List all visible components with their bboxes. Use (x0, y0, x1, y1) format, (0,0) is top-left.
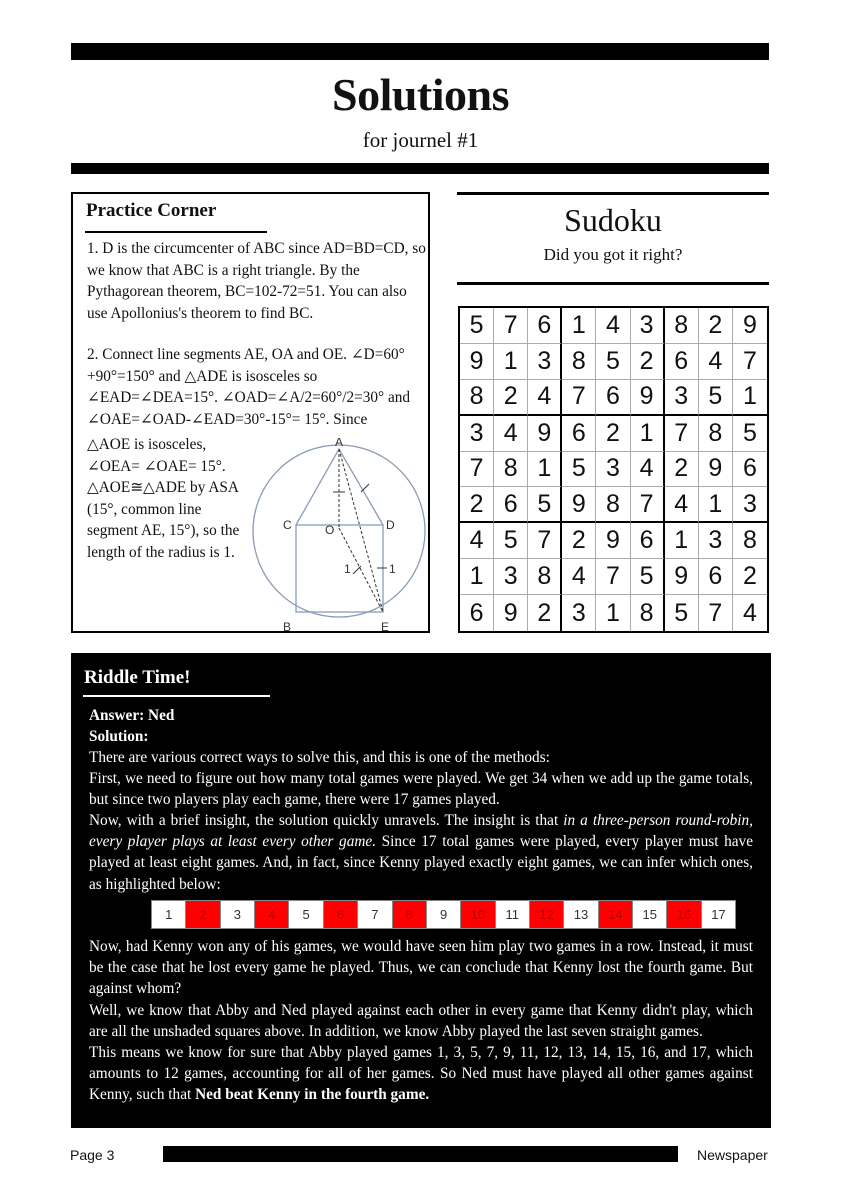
riddle-panel (71, 653, 771, 1128)
sudoku-cell: 1 (699, 487, 733, 523)
sudoku-cell: 9 (562, 487, 596, 523)
sudoku-cell: 3 (596, 452, 630, 488)
riddle-para-1: There are various correct ways to solve this, and this is one of the methods: (89, 749, 550, 766)
riddle-para-6 (89, 1042, 753, 1106)
sudoku-cell: 4 (665, 487, 699, 523)
sudoku-cell: 2 (528, 595, 562, 631)
sudoku-cell: 4 (742, 598, 757, 627)
sudoku-cell: 4 (699, 344, 733, 380)
riddle-para-3 (89, 810, 753, 895)
sudoku-heading: Sudoku (564, 202, 662, 238)
sudoku-cell: 3 (733, 487, 767, 523)
label-d: D (386, 518, 395, 532)
practice-corner-panel (71, 192, 430, 633)
sudoku-cell: 7 (528, 523, 562, 559)
footer-publication: Newspaper (697, 1147, 768, 1163)
sudoku-cell: 7 (733, 344, 767, 380)
sudoku-cell: 8 (596, 487, 630, 523)
sudoku-cell: 7 (699, 595, 733, 631)
sudoku-cell: 1 (665, 523, 699, 559)
sudoku-cell: 6 (699, 559, 733, 595)
game-square: 11 (496, 901, 530, 928)
sudoku-cell: 5 (699, 380, 733, 416)
sudoku-cell: 6 (494, 487, 528, 523)
para3-text-a: Now, with a brief insight, the solution quickly unravels. The insight is that (89, 812, 564, 829)
riddle-answer (89, 705, 753, 726)
sudoku-cell: 3 (631, 308, 665, 344)
para6-text: This means we know for sure that Abby played games 1, 3, 5, 7, 9, 11, 12, 13, 14, 15, 16, and 17, which amounts to 12 games, accounting for all of her games. So Ned must have played all other games against Kenny, such that (89, 1044, 753, 1104)
game-square: 3 (221, 901, 255, 928)
page-subtitle: for journel #1 (362, 128, 479, 152)
para3-text-b: Since 17 total games were played, every player must have played at least eight games. And, in fact, since Kenny played exactly eight games, we can infer which ones, as highlighted below: (89, 833, 753, 893)
sudoku-cell: 3 (699, 523, 733, 559)
square-cdeb (296, 525, 383, 612)
sudoku-cell: 5 (494, 523, 528, 559)
sudoku-cell: 2 (460, 487, 494, 523)
sudoku-cell: 6 (562, 416, 596, 452)
practice-heading: Practice Corner (86, 200, 217, 221)
sudoku-cell: 8 (631, 595, 665, 631)
sudoku-cell: 3 (494, 559, 528, 595)
sudoku-cell: 7 (631, 487, 665, 523)
sudoku-cell: 4 (596, 308, 630, 344)
riddle-para-4: Now, had Kenny won any of his games, we would have seen him play two games in a row. Instead, it must be the case that he lost every game he played. Thus, we can conclude that Kenny lost the fourth game. But against whom? (89, 938, 753, 998)
sudoku-cell: 4 (460, 523, 494, 559)
sudoku-cell: 4 (562, 559, 596, 595)
practice-answer-1: 1. D is the circumcenter of ABC since AD=BD=CD, so we know that ABC is a right triangle. By the Pythagorean theorem, BC=102-72=51. You can also use Apollonius's theorem to find BC. (87, 240, 426, 322)
sudoku-cell: 8 (494, 452, 528, 488)
sudoku-cell: 6 (631, 523, 665, 559)
riddle-para-5: Well, we know that Abby and Ned played against each other in every game that Kenny didn't play, which are all the unshaded squares above. In addition, we know Abby played the last seven straight games. (89, 1002, 753, 1041)
practice-heading-underline (85, 231, 267, 233)
riddle-heading-underline (83, 695, 270, 697)
game-square-kenny: 12 (530, 901, 564, 928)
sudoku-cell: 2 (631, 344, 665, 380)
sudoku-cell: 2 (733, 559, 767, 595)
sudoku-cell: 3 (460, 416, 494, 452)
label-e: E (381, 620, 390, 634)
footer-page-number: Page 3 (70, 1147, 115, 1163)
game-square: 9 (427, 901, 461, 928)
sudoku-cell: 5 (665, 595, 699, 631)
sudoku-cell: 1 (562, 308, 596, 344)
sudoku-bottom-rule (457, 282, 769, 285)
sudoku-grid (458, 306, 769, 633)
label-c: C (283, 518, 292, 532)
sudoku-cell: 4 (494, 416, 528, 452)
game-square-kenny: 14 (599, 901, 633, 928)
sudoku-cell: 9 (460, 344, 494, 380)
sudoku-cell: 5 (528, 487, 562, 523)
sudoku-cell: 8 (460, 380, 494, 416)
sudoku-cell: 9 (528, 416, 562, 452)
sudoku-cell: 5 (596, 344, 630, 380)
sudoku-cell: 8 (733, 523, 767, 559)
sudoku-cell: 2 (494, 380, 528, 416)
sudoku-cell: 1 (733, 380, 767, 416)
game-square: 7 (358, 901, 392, 928)
geometry-diagram (241, 438, 431, 638)
segment-ae (339, 449, 383, 612)
sudoku-cell: 1 (494, 344, 528, 380)
game-square-kenny: 10 (461, 901, 495, 928)
sudoku-cell: 2 (562, 523, 596, 559)
footer-rule (163, 1146, 678, 1162)
sudoku-cell: 9 (665, 559, 699, 595)
label-o: O (325, 523, 335, 537)
game-square-kenny: 8 (393, 901, 427, 928)
sudoku-cell: 3 (665, 380, 699, 416)
label-b: B (283, 620, 292, 634)
sudoku-cell: 9 (494, 595, 528, 631)
riddle-para-2: First, we need to figure out how many total games were played. We get 34 when we add up the game totals, but since two players play each game, there were 17 games played. (89, 770, 753, 809)
game-square: 1 (152, 901, 186, 928)
sudoku-cell: 1 (460, 559, 494, 595)
solution-label: Solution: (89, 728, 149, 745)
game-square-kenny: 2 (186, 901, 220, 928)
sudoku-cell: 3 (528, 344, 562, 380)
game-square: 5 (289, 901, 323, 928)
sudoku-cell: 6 (460, 595, 494, 631)
sudoku-cell: 7 (494, 308, 528, 344)
sudoku-cell: 8 (562, 344, 596, 380)
sudoku-cell: 7 (596, 559, 630, 595)
label-side-1: 1 (389, 562, 396, 576)
page-title: Solutions (331, 69, 510, 120)
sudoku-cell: 2 (699, 308, 733, 344)
sudoku-cell: 8 (528, 559, 562, 595)
sudoku-cell: 2 (596, 416, 630, 452)
game-square: 15 (633, 901, 667, 928)
header-bottom-rule (71, 163, 769, 174)
sudoku-cell: 6 (596, 380, 630, 416)
sudoku-cell: 4 (528, 380, 562, 416)
para6-conclusion: Ned beat Kenny in the fourth game. (195, 1086, 430, 1104)
sudoku-cell: 8 (665, 308, 699, 344)
sudoku-cell: 8 (699, 416, 733, 452)
para3-insight: in a three-person round-robin, every player plays at least every other game. (89, 812, 753, 851)
sudoku-cell: 9 (733, 308, 767, 344)
sudoku-cell: 6 (528, 308, 562, 344)
sudoku-cell: 6 (665, 344, 699, 380)
game-square-kenny: 6 (324, 901, 358, 928)
sudoku-cell: 6 (733, 452, 767, 488)
sudoku-cell: 7 (665, 416, 699, 452)
riddle-heading: Riddle Time! (84, 667, 191, 688)
sudoku-cell: 5 (562, 452, 596, 488)
sudoku-cell: 1 (528, 452, 562, 488)
sudoku-cell: 4 (631, 452, 665, 488)
sudoku-cell: 5 (631, 559, 665, 595)
game-square: 13 (564, 901, 598, 928)
label-radius-1: 1 (344, 562, 351, 576)
game-square-kenny: 4 (255, 901, 289, 928)
riddle-solution-label (89, 726, 753, 747)
sudoku-subheading: Did you got it right? (543, 245, 683, 264)
sudoku-cell: 7 (562, 380, 596, 416)
games-strip (151, 900, 736, 929)
sudoku-cell: 7 (460, 452, 494, 488)
practice-answer-2: 2. Connect line segments AE, OA and OE. ∠D=60°+90°=150° and △ADE is isosceles so ∠EAD=∠DEA=15°. ∠OAD=∠A/2=60°/2=30° and ∠OAE=∠OAD-∠EAD=30°-15°= 15°. Since (87, 346, 411, 428)
sudoku-cell: 3 (562, 595, 596, 631)
sudoku-top-rule (457, 192, 769, 195)
answer-text: Answer: Ned (89, 707, 175, 724)
practice-answer-2-continued: △AOE is isosceles, ∠OEA= ∠OAE= 15°. △AOE≅△ADE by ASA (15°, common line segment AE, 15°), so the length of the radius is 1. (87, 436, 240, 561)
label-a: A (335, 438, 344, 449)
game-square: 17 (702, 901, 735, 928)
sudoku-cell: 9 (699, 452, 733, 488)
sudoku-cell: 5 (460, 308, 494, 344)
sudoku-cell: 9 (596, 523, 630, 559)
header-top-rule (71, 43, 769, 60)
game-square-kenny: 16 (667, 901, 701, 928)
sudoku-cell: 2 (665, 452, 699, 488)
sudoku-cell: 1 (596, 595, 630, 631)
sudoku-cell: 5 (733, 416, 767, 452)
sudoku-cell: 1 (631, 416, 665, 452)
sudoku-cell: 9 (631, 380, 665, 416)
